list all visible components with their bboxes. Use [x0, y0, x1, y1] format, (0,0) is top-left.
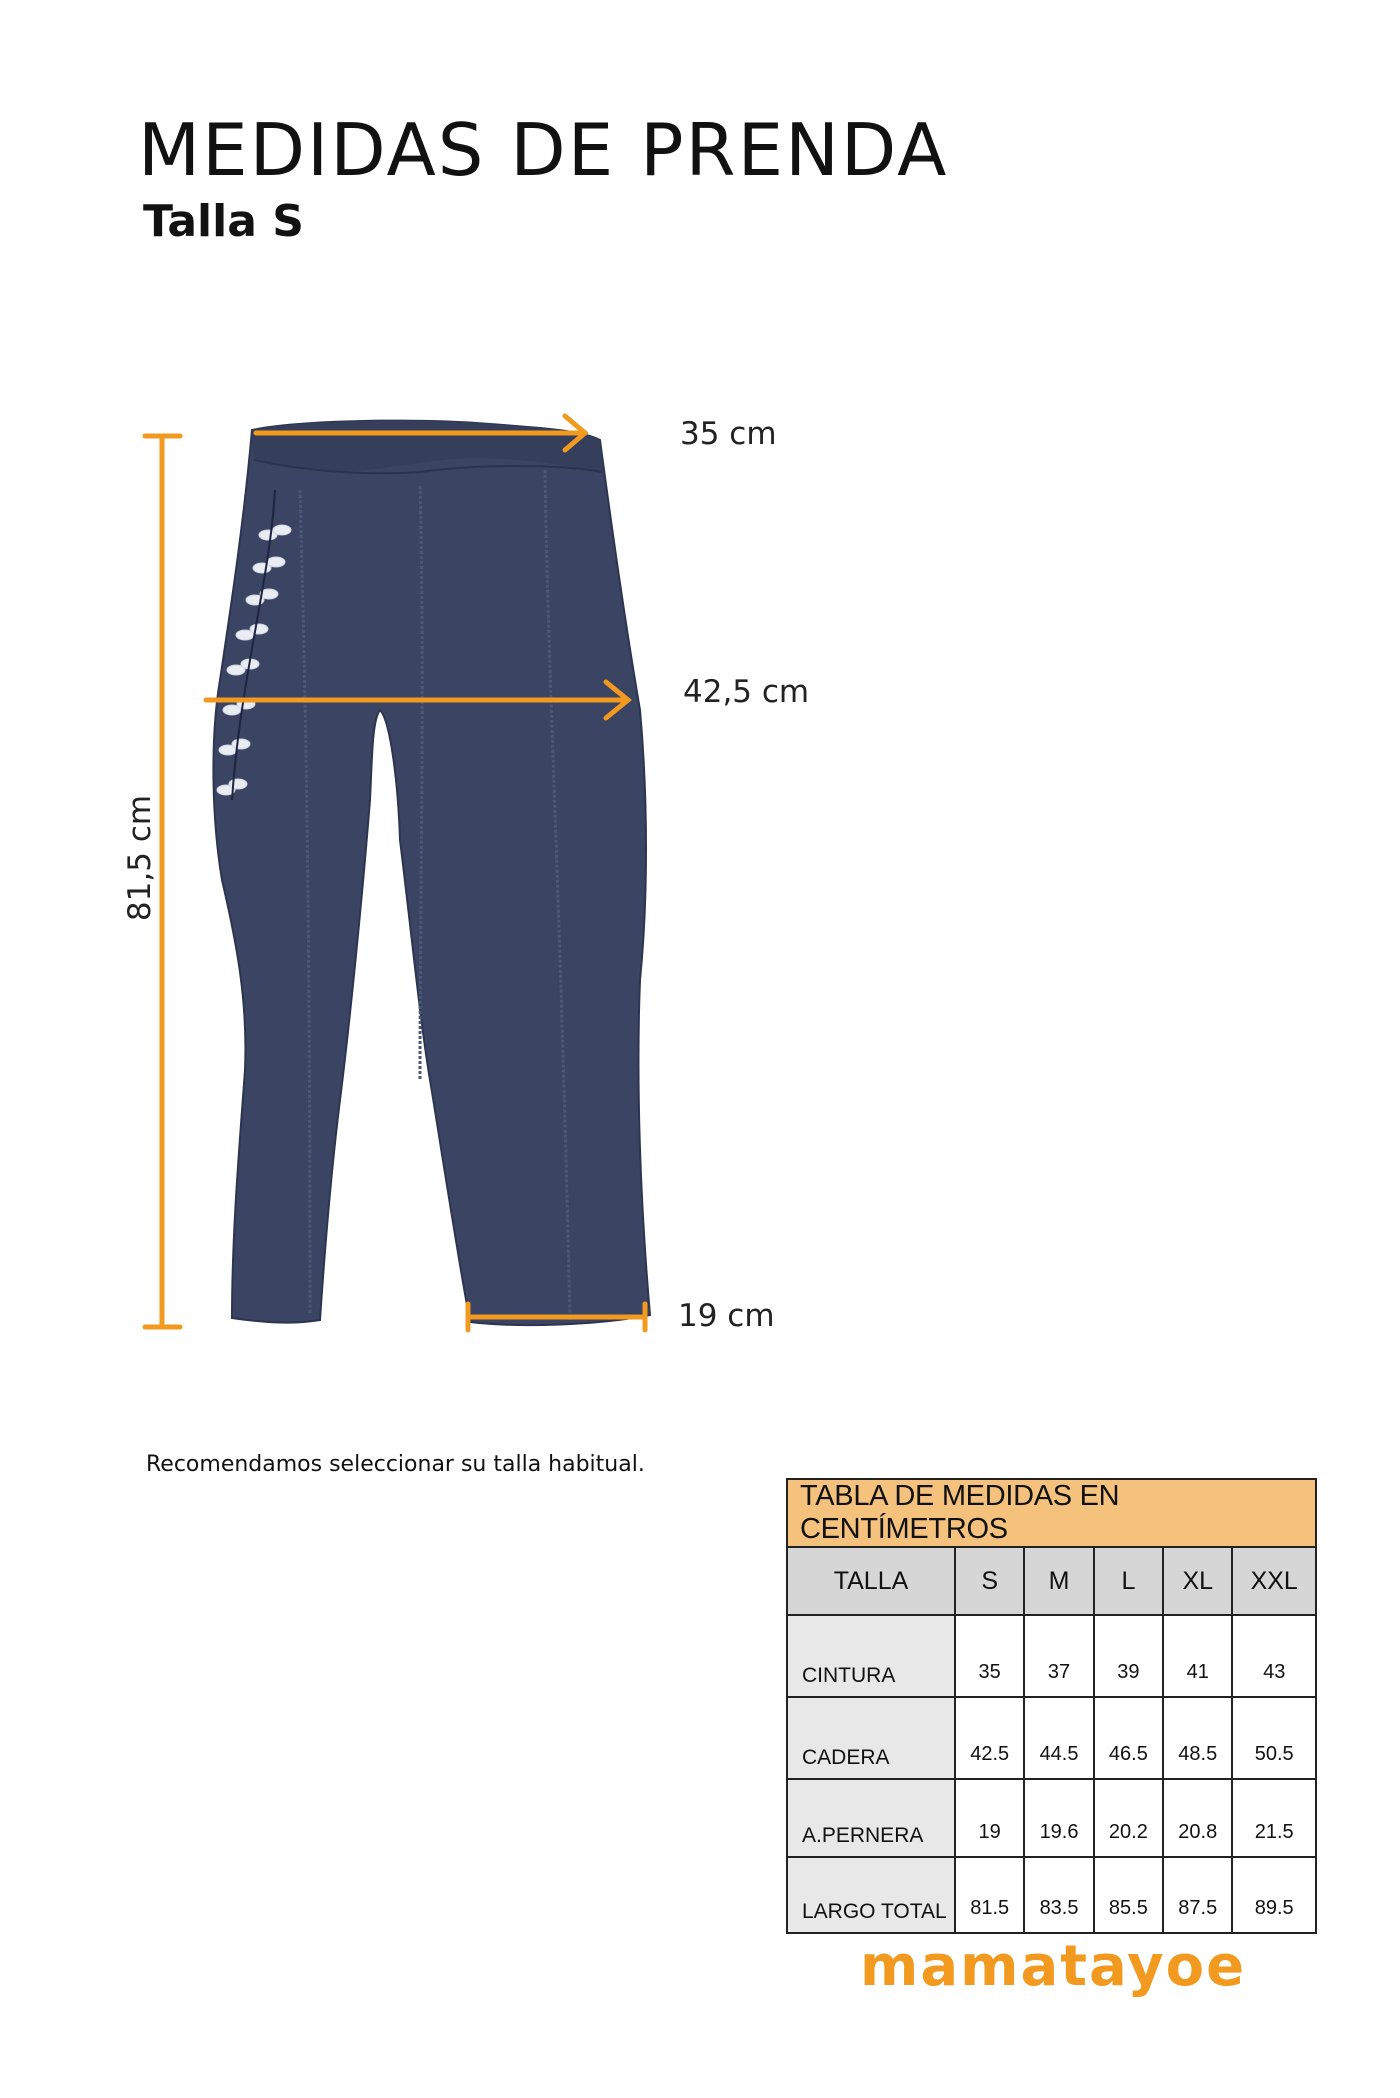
- mamatayoe-logo: [860, 1935, 1310, 2005]
- size-subtitle: Talla S: [143, 196, 304, 247]
- table-cell: 19.6: [1024, 1779, 1093, 1857]
- table-cell: 43: [1232, 1615, 1316, 1697]
- table-cell: 46.5: [1094, 1697, 1163, 1779]
- table-row: [787, 1697, 1316, 1779]
- row-label: LARGO TOTAL: [787, 1857, 955, 1933]
- table-caption: TABLA DE MEDIDAS EN CENTÍMETROS: [787, 1479, 1316, 1547]
- header-size: M: [1024, 1547, 1093, 1615]
- table-row: [787, 1779, 1316, 1857]
- table-cell: 50.5: [1232, 1697, 1316, 1779]
- row-label: CADERA: [787, 1697, 955, 1779]
- table-cell: 85.5: [1094, 1857, 1163, 1933]
- table-cell: 21.5: [1232, 1779, 1316, 1857]
- table-cell: 37: [1024, 1615, 1093, 1697]
- pants-illustration: [213, 421, 650, 1325]
- header-talla: TALLA: [787, 1547, 955, 1615]
- waist-measurement: 35 cm: [680, 416, 777, 452]
- table-row: [787, 1615, 1316, 1697]
- size-chart-table: [786, 1478, 1317, 1934]
- table-row: [787, 1857, 1316, 1933]
- table-cell: 87.5: [1163, 1857, 1232, 1933]
- table-cell: 83.5: [1024, 1857, 1093, 1933]
- hip-measurement: 42,5 cm: [683, 674, 810, 710]
- table-cell: 44.5: [1024, 1697, 1093, 1779]
- table-cell: 41: [1163, 1615, 1232, 1697]
- svg-text:mamatayoe: mamatayoe: [860, 1935, 1247, 1999]
- header-size: S: [955, 1547, 1024, 1615]
- table-cell: 19: [955, 1779, 1024, 1857]
- table-cell: 39: [1094, 1615, 1163, 1697]
- length-measurement: 81,5 cm: [122, 794, 158, 922]
- table-cell: 81.5: [955, 1857, 1024, 1933]
- table-cell: 20.8: [1163, 1779, 1232, 1857]
- row-label: A.PERNERA: [787, 1779, 955, 1857]
- table-cell: 48.5: [1163, 1697, 1232, 1779]
- table-header-row: [787, 1547, 1316, 1615]
- table-cell: 35: [955, 1615, 1024, 1697]
- row-label: CINTURA: [787, 1615, 955, 1697]
- table-cell: 42.5: [955, 1697, 1024, 1779]
- header-size: XXL: [1232, 1547, 1316, 1615]
- table-cell: 20.2: [1094, 1779, 1163, 1857]
- size-recommendation: Recomendamos seleccionar su talla habitual.: [146, 1452, 645, 1477]
- table-cell: 89.5: [1232, 1857, 1316, 1933]
- brand-logo: [860, 1935, 1310, 2010]
- page-title: MEDIDAS DE PRENDA: [138, 108, 949, 192]
- garment-figure: [0, 380, 1400, 1360]
- leg-opening-measurement: 19 cm: [678, 1298, 775, 1334]
- header-size: XL: [1163, 1547, 1232, 1615]
- header-size: L: [1094, 1547, 1163, 1615]
- pants-diagram: [0, 380, 1400, 1360]
